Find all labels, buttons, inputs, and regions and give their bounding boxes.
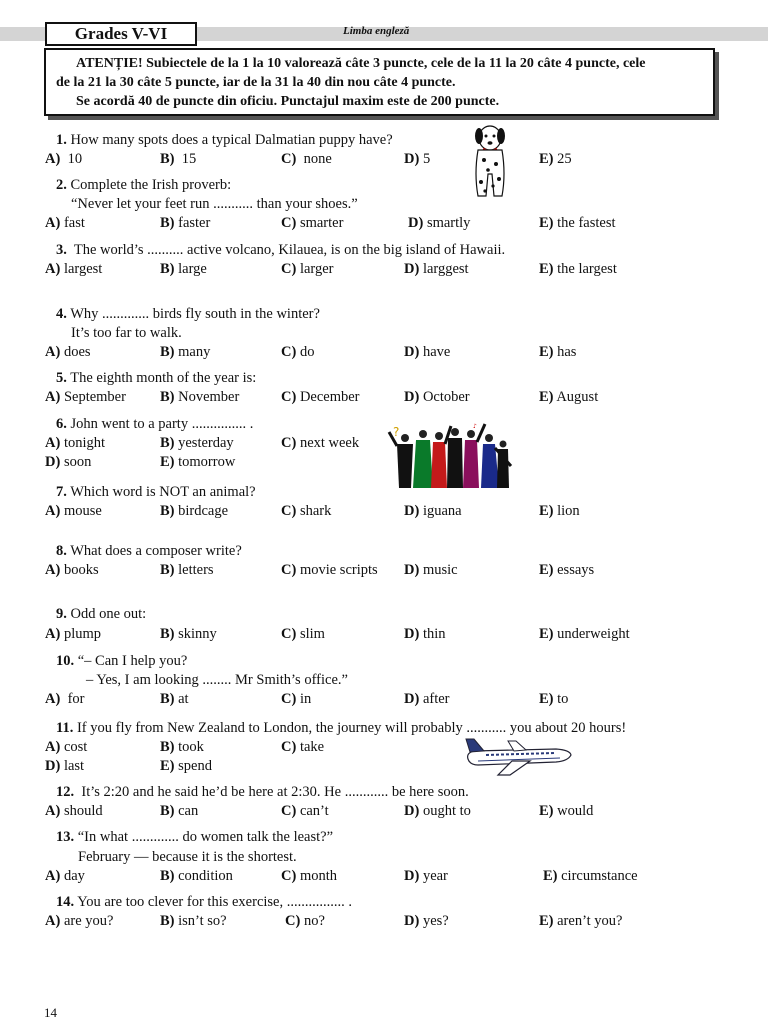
question-10-line-2: – Yes, I am looking ........ Mr Smith’s office.”	[86, 672, 348, 688]
q3-answer-b[interactable]: B) large	[160, 261, 207, 277]
q6-answer-b[interactable]: B) yesterday	[160, 435, 234, 451]
q14-answer-e[interactable]: E) aren’t you?	[539, 913, 623, 929]
q2-answer-b[interactable]: B) faster	[160, 215, 211, 231]
question-14: 14. You are too clever for this exercise, ................ .	[56, 894, 352, 910]
question-4-line-2: It’s too far to walk.	[71, 325, 182, 341]
q9-answer-e[interactable]: E) underweight	[539, 626, 630, 642]
q12-answer-c[interactable]: C) can’t	[281, 803, 329, 819]
q14-answer-c[interactable]: C) no?	[285, 913, 325, 929]
q10-answer-a[interactable]: A) for	[45, 691, 85, 707]
question-12: 12. It’s 2:20 and he said he’d be here at 2:30. He ............ be here soon.	[56, 784, 469, 800]
q11-answer-d[interactable]: D) last	[45, 758, 85, 774]
q10-answer-c[interactable]: C) in	[281, 691, 312, 707]
svg-text:?: ?	[393, 425, 400, 439]
q14-answer-d[interactable]: D) yes?	[404, 913, 449, 929]
q1-answer-e[interactable]: E) 25	[539, 151, 572, 167]
q6-answer-a[interactable]: A) tonight	[45, 435, 106, 451]
notice-line-3: Se acordă 40 de puncte din oficiu. Punctajul maxim este de 200 puncte.	[76, 94, 500, 109]
q9-answer-b[interactable]: B) skinny	[160, 626, 217, 642]
dalmatian-icon	[466, 124, 514, 202]
q12-answer-e[interactable]: E) would	[539, 803, 594, 819]
q7-answer-d[interactable]: D) iguana	[404, 503, 462, 519]
question-13-line-2: February — because it is the shortest.	[78, 849, 297, 865]
q1-answer-b[interactable]: B) 15	[160, 151, 197, 167]
question-3: 3. The world’s .......... active volcano, Kilauea, is on the big island of Hawaii.	[56, 242, 506, 258]
q8-answer-e[interactable]: E) essays	[539, 562, 595, 578]
q5-answer-d[interactable]: D) October	[404, 389, 470, 405]
q8-answer-c[interactable]: C) movie scripts	[281, 562, 378, 578]
q5-answer-b[interactable]: B) November	[160, 389, 240, 405]
q7-answer-c[interactable]: C) shark	[281, 503, 332, 519]
notice-line-2: de la 21 la 30 câte 5 puncte, iar de la 31 la 40 din nou câte 4 puncte.	[56, 75, 456, 90]
q12-answer-b[interactable]: B) can	[160, 803, 199, 819]
q13-answer-b[interactable]: B) condition	[160, 868, 233, 884]
q2-answer-c[interactable]: C) smarter	[281, 215, 344, 231]
question-13: 13. “In what ............. do women talk the least?”	[56, 829, 334, 845]
q7-answer-b[interactable]: B) birdcage	[160, 503, 229, 519]
q11-answer-e[interactable]: E) spend	[160, 758, 212, 774]
q7-answer-e[interactable]: E) lion	[539, 503, 580, 519]
q2-answer-d[interactable]: D) smartly	[408, 215, 471, 231]
q2-answer-a[interactable]: A) fast	[45, 215, 85, 231]
q1-answer-d[interactable]: D) 5	[404, 151, 431, 167]
question-11: 11. If you fly from New Zealand to London, the journey will probably ........... you about 20 hours!	[56, 720, 627, 736]
notice-line-1: ATENȚIE! Subiectele de la 1 la 10 valorează câte 3 puncte, cele de la 11 la 20 câte 4 puncte, cele	[76, 56, 646, 71]
q5-answer-a[interactable]: A) September	[45, 389, 126, 405]
q14-answer-b[interactable]: B) isn’t so?	[160, 913, 227, 929]
q10-answer-e[interactable]: E) to	[539, 691, 569, 707]
q4-answer-b[interactable]: B) many	[160, 344, 211, 360]
q11-answer-a[interactable]: A) cost	[45, 739, 88, 755]
question-2-line-2: “Never let your feet run ........... than your shoes.”	[71, 196, 358, 212]
q7-answer-a[interactable]: A) mouse	[45, 503, 102, 519]
q1-answer-c[interactable]: C) none	[281, 151, 332, 167]
question-10: 10. “– Can I help you?	[56, 653, 188, 669]
q5-answer-e[interactable]: E) August	[539, 389, 599, 405]
q8-answer-d[interactable]: D) music	[404, 562, 458, 578]
q4-answer-d[interactable]: D) have	[404, 344, 451, 360]
q10-answer-b[interactable]: B) at	[160, 691, 189, 707]
q9-answer-d[interactable]: D) thin	[404, 626, 446, 642]
q4-answer-c[interactable]: C) do	[281, 344, 315, 360]
q3-answer-d[interactable]: D) larggest	[404, 261, 469, 277]
q11-answer-b[interactable]: B) took	[160, 739, 204, 755]
q5-answer-c[interactable]: C) December	[281, 389, 360, 405]
svg-text:♪: ♪	[473, 423, 477, 430]
q11-answer-c[interactable]: C) take	[281, 739, 325, 755]
question-2: 2. Complete the Irish proverb:	[56, 177, 232, 193]
question-4: 4. Why ............. birds fly south in the winter?	[56, 306, 320, 322]
notice-box	[44, 48, 715, 116]
question-9: 9. Odd one out:	[56, 606, 147, 622]
q6-answer-e[interactable]: E) tomorrow	[160, 454, 236, 470]
q9-answer-a[interactable]: A) plump	[45, 626, 101, 642]
q9-answer-c[interactable]: C) slim	[281, 626, 325, 642]
q13-answer-d[interactable]: D) year	[404, 868, 448, 884]
q2-answer-e[interactable]: E) the fastest	[539, 215, 616, 231]
q6-answer-c[interactable]: C) next week	[281, 435, 360, 451]
question-7: 7. Which word is NOT an animal?	[56, 484, 256, 500]
question-5: 5. The eighth month of the year is:	[56, 370, 257, 386]
q13-answer-e[interactable]: E) circumstance	[543, 868, 638, 884]
q12-answer-a[interactable]: A) should	[45, 803, 103, 819]
question-6: 6. John went to a party ............... .	[56, 416, 254, 432]
q3-answer-c[interactable]: C) larger	[281, 261, 334, 277]
subject-title: Limba engleză	[343, 25, 410, 37]
page-number: 14	[44, 1005, 57, 1020]
question-1: 1. How many spots does a typical Dalmatian puppy have?	[56, 132, 393, 148]
q3-answer-a[interactable]: A) largest	[45, 261, 103, 277]
q13-answer-c[interactable]: C) month	[281, 868, 337, 884]
party-people-icon	[385, 418, 520, 490]
q14-answer-a[interactable]: A) are you?	[45, 913, 114, 929]
question-8: 8. What does a composer write?	[56, 543, 242, 559]
q13-answer-a[interactable]: A) day	[45, 868, 85, 884]
q8-answer-b[interactable]: B) letters	[160, 562, 214, 578]
airplane-icon	[464, 735, 574, 777]
q8-answer-a[interactable]: A) books	[45, 562, 99, 578]
q4-answer-a[interactable]: A) does	[45, 344, 91, 360]
q1-answer-a[interactable]: A) 10	[45, 151, 83, 167]
q3-answer-e[interactable]: E) the largest	[539, 261, 617, 277]
q12-answer-d[interactable]: D) ought to	[404, 803, 471, 819]
grades-label: Grades V-VI	[45, 22, 197, 46]
q10-answer-d[interactable]: D) after	[404, 691, 450, 707]
q6-answer-d[interactable]: D) soon	[45, 454, 92, 470]
q4-answer-e[interactable]: E) has	[539, 344, 577, 360]
